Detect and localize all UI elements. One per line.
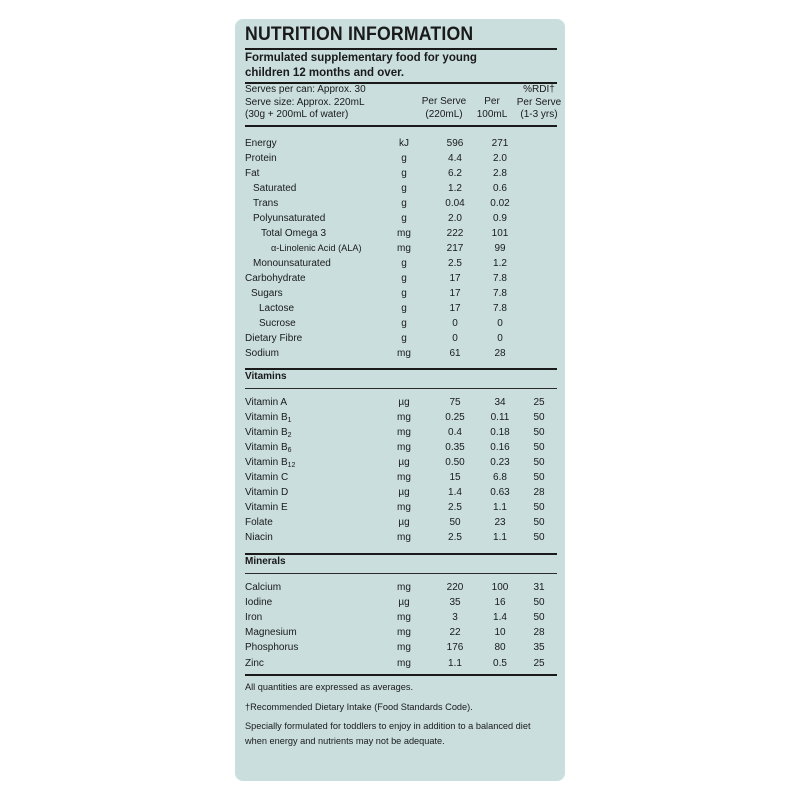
per-100ml-value: 271 (491, 138, 509, 149)
nutrient-name (261, 226, 326, 241)
nutrient-name (245, 395, 287, 410)
unit: g (401, 258, 407, 269)
nutrient-name (245, 346, 279, 361)
rdi-value: 50 (533, 612, 545, 624)
unit: mg (397, 532, 411, 544)
nutrient-name-text: Fat (245, 168, 260, 179)
divider (245, 674, 557, 676)
serves-per-can: Serves per can: Approx. 30 (245, 84, 366, 95)
unit: µg (398, 487, 410, 499)
per-serve-value: 176 (446, 642, 464, 654)
nutrient-name-text: Iodine (245, 597, 273, 609)
nutrient-row (245, 316, 557, 331)
divider (245, 573, 557, 574)
footnote-averages: All quantities are expressed as averages. (245, 682, 414, 692)
rdi-value: 35 (533, 642, 545, 654)
vitamin-row (245, 395, 557, 410)
per-100ml-value: 101 (491, 228, 509, 239)
nutrient-name-text: Vitamin B (245, 457, 288, 469)
column-header-line: Per Serve (516, 96, 562, 108)
per-100ml-value: 0 (497, 318, 503, 329)
per-100ml-value: 0.18 (490, 427, 510, 439)
rdi-value: 25 (533, 397, 545, 408)
per-100ml-value: 0.23 (490, 457, 510, 469)
nutrient-row (245, 271, 557, 286)
divider (245, 388, 557, 389)
per-100ml-value: 0.5 (493, 657, 507, 669)
vitamin-row (245, 485, 557, 500)
per-serve-value: 1.1 (448, 657, 462, 669)
panel-title: NUTRITION INFORMATION (245, 24, 474, 45)
vitamin-row (245, 440, 557, 455)
per-100ml-value: 0.02 (490, 198, 510, 209)
per-serve-value: 0 (452, 333, 458, 344)
divider (245, 125, 557, 127)
nutrient-row (245, 301, 557, 316)
footnote-formulated: Specially formulated for toddlers to enjoy in addition to a balanced diet when energy and nutrients may not be adequate. (245, 721, 531, 746)
nutrient-name (245, 610, 262, 625)
rdi-value: 25 (533, 657, 545, 669)
mineral-row (245, 640, 557, 655)
nutrient-name-text: Monounsaturated (253, 258, 331, 269)
per-serve-value: 3 (452, 612, 458, 624)
nutrient-row (245, 241, 557, 256)
per-serve-value: 0.35 (445, 442, 465, 454)
column-header-rdi (511, 84, 567, 122)
per-100ml-value: 80 (494, 642, 506, 654)
column-header-line: Per Serve (421, 96, 467, 107)
unit: mg (397, 472, 411, 484)
per-serve-value: 50 (449, 517, 461, 529)
nutrient-name (245, 485, 288, 500)
unit: mg (397, 502, 411, 514)
nutrient-name (245, 331, 302, 346)
nutrient-name-text: Magnesium (245, 627, 297, 639)
product-description: Formulated supplementary food for young children 12 months and over. (245, 52, 477, 79)
unit: g (401, 273, 407, 284)
serving-info (245, 84, 405, 122)
nutrient-name (245, 151, 277, 166)
per-100ml-value: 10 (494, 627, 506, 639)
nutrient-name (253, 196, 278, 211)
vitamins-heading: Vitamins (245, 371, 287, 382)
nutrient-name (245, 580, 281, 595)
per-100ml-value: 0.63 (490, 487, 510, 499)
nutrient-name (245, 410, 292, 425)
nutrient-name-text: Folate (245, 517, 273, 529)
per-100ml-value: 6.8 (493, 472, 507, 484)
nutrient-name (245, 166, 259, 181)
vitamin-row (245, 455, 557, 470)
nutrient-name-text: Vitamin D (245, 487, 289, 499)
nutrient-name-text: Vitamin B (245, 442, 288, 454)
nutrient-name-text: Sucrose (259, 318, 296, 329)
rdi-value: 50 (533, 502, 545, 514)
per-serve-value: 0.25 (445, 412, 465, 424)
nutrient-name-text: Sodium (245, 348, 279, 359)
footnote-rdi: †Recommended Dietary Intake (Food Standards Code). (245, 702, 473, 712)
unit: µg (398, 597, 410, 609)
nutrient-name (245, 136, 277, 151)
nutrient-name (253, 181, 296, 196)
divider (245, 48, 557, 50)
nutrient-row (245, 196, 557, 211)
nutrient-name-text: Energy (245, 138, 277, 149)
divider (245, 553, 557, 555)
nutrient-row (245, 211, 557, 226)
per-100ml-value: 7.8 (493, 273, 507, 284)
rdi-value: 50 (533, 517, 545, 529)
nutrient-subscript: 12 (287, 462, 296, 470)
column-header-line: %RDI† (523, 84, 555, 95)
nutrition-panel (235, 19, 565, 781)
per-serve-value: 17 (449, 288, 461, 299)
per-serve-value: 2.0 (448, 213, 462, 224)
nutrient-name-text: Protein (245, 153, 277, 164)
nutrient-row (245, 136, 557, 151)
per-serve-value: 2.5 (448, 502, 462, 514)
per-serve-value: 222 (446, 228, 464, 239)
per-100ml-value: 2.8 (493, 168, 507, 179)
per-100ml-value: 1.1 (493, 532, 507, 544)
vitamin-row (245, 530, 557, 545)
rdi-value: 50 (533, 472, 545, 484)
per-serve-value: 22 (449, 627, 461, 639)
per-100ml-value: 100 (491, 582, 509, 593)
rdi-value: 50 (533, 597, 545, 609)
nutrient-name (245, 470, 288, 485)
nutrient-name-text: Dietary Fibre (245, 333, 303, 344)
per-100ml-value: 34 (494, 397, 506, 408)
nutrient-name (259, 316, 296, 331)
nutrient-name (245, 640, 298, 655)
unit: mg (397, 442, 411, 454)
unit: mg (397, 612, 411, 624)
per-serve-value: 35 (449, 597, 461, 609)
unit: mg (397, 243, 411, 254)
unit: g (401, 168, 407, 179)
nutrient-name-text: Vitamin C (245, 472, 289, 484)
per-100ml-value: 0.16 (490, 442, 510, 454)
nutrient-name (245, 515, 273, 530)
per-100ml-value: 0.6 (493, 183, 507, 194)
nutrient-row (245, 166, 557, 181)
unit: mg (397, 642, 411, 654)
unit: g (401, 198, 407, 209)
per-serve-value: 0.04 (445, 198, 465, 209)
nutrient-name (245, 425, 292, 440)
nutrient-name-text: Niacin (245, 532, 273, 544)
nutrient-row (245, 226, 557, 241)
mineral-row (245, 580, 557, 595)
column-header-line: (220mL) (425, 108, 463, 120)
per-serve-value: 1.4 (448, 487, 462, 499)
unit: µg (398, 457, 410, 469)
nutrient-subscript: 2 (287, 432, 292, 440)
rdi-value: 50 (533, 457, 545, 469)
per-serve-value: 17 (449, 273, 461, 284)
unit: g (401, 303, 407, 314)
nutrient-subscript: 1 (287, 417, 292, 425)
nutrient-row (245, 151, 557, 166)
unit: mg (397, 657, 411, 669)
unit: g (401, 153, 407, 164)
nutrient-name-text: Lactose (259, 303, 295, 314)
per-serve-value: 2.5 (448, 532, 462, 544)
nutrient-row (245, 256, 557, 271)
rdi-value: 28 (533, 487, 545, 499)
per-100ml-value: 99 (494, 243, 506, 254)
nutrient-name (245, 440, 292, 455)
serve-detail: (30g + 200mL of water) (245, 109, 349, 120)
nutrient-name-text: Trans (253, 198, 279, 209)
per-100ml-value: 7.8 (493, 303, 507, 314)
nutrient-row (245, 286, 557, 301)
column-header-line: 100mL (476, 108, 508, 120)
column-header-per-serve (413, 96, 475, 121)
rdi-value: 50 (533, 412, 545, 424)
divider (245, 368, 557, 370)
per-serve-value: 0.4 (448, 427, 462, 439)
nutrient-row (245, 181, 557, 196)
rdi-value: 28 (533, 627, 545, 639)
column-header-per-100ml (469, 96, 515, 121)
per-100ml-value: 2.0 (493, 153, 507, 164)
nutrient-name-text: Sugars (251, 288, 283, 299)
unit: mg (397, 582, 411, 593)
vitamin-row (245, 410, 557, 425)
per-serve-value: 596 (446, 138, 464, 149)
nutrient-name-text: α-Linolenic Acid (ALA) (271, 243, 362, 253)
per-serve-value: 61 (449, 348, 461, 359)
nutrient-name-text: Saturated (253, 183, 297, 194)
per-100ml-value: 16 (494, 597, 506, 609)
nutrient-name (245, 530, 273, 545)
vitamin-row (245, 425, 557, 440)
per-serve-value: 6.2 (448, 168, 462, 179)
mineral-row (245, 595, 557, 610)
nutrient-name-text: Phosphorus (245, 642, 299, 654)
unit: g (401, 213, 407, 224)
unit: mg (397, 348, 411, 359)
nutrient-name-text: Total Omega 3 (261, 228, 327, 239)
unit: g (401, 183, 407, 194)
nutrient-name (245, 656, 264, 671)
per-100ml-value: 0.9 (493, 213, 507, 224)
per-serve-value: 75 (449, 397, 461, 408)
nutrient-name (245, 625, 297, 640)
nutrient-name (253, 256, 331, 271)
per-100ml-value: 0 (497, 333, 503, 344)
nutrient-name (251, 286, 283, 301)
unit: mg (397, 427, 411, 439)
unit: g (401, 288, 407, 299)
per-100ml-value: 1.1 (493, 502, 507, 514)
vitamin-row (245, 515, 557, 530)
nutrient-name-text: Carbohydrate (245, 273, 306, 284)
nutrient-name-text: Vitamin E (245, 502, 288, 514)
per-serve-value: 2.5 (448, 258, 462, 269)
per-serve-value: 4.4 (448, 153, 462, 164)
nutrient-name (245, 455, 295, 470)
per-serve-value: 15 (449, 472, 461, 484)
rdi-value: 50 (533, 532, 545, 544)
unit: g (401, 318, 407, 329)
nutrient-name-text: Iron (245, 612, 263, 624)
nutrient-row (245, 331, 557, 346)
mineral-row (245, 625, 557, 640)
column-header-line: (1-3 yrs) (520, 109, 558, 120)
per-100ml-value: 1.2 (493, 258, 507, 269)
per-serve-value: 220 (446, 582, 464, 593)
per-100ml-value: 0.11 (490, 412, 510, 424)
per-100ml-value: 23 (494, 517, 506, 529)
rdi-value: 50 (533, 427, 545, 439)
per-serve-value: 217 (446, 243, 464, 254)
per-100ml-value: 7.8 (493, 288, 507, 299)
vitamin-row (245, 500, 557, 515)
rdi-value: 31 (533, 582, 545, 593)
nutrient-name-text: Polyunsaturated (253, 213, 326, 224)
nutrient-name (245, 271, 306, 286)
unit: kJ (399, 138, 409, 149)
nutrient-name (259, 301, 294, 316)
per-serve-value: 0.50 (445, 457, 465, 469)
per-serve-value: 17 (449, 303, 461, 314)
per-serve-value: 0 (452, 318, 458, 329)
nutrient-name (245, 595, 272, 610)
vitamin-row (245, 470, 557, 485)
unit: mg (397, 412, 411, 424)
nutrient-name-text: Vitamin B (245, 412, 288, 424)
nutrient-name (253, 211, 325, 226)
mineral-row (245, 656, 557, 671)
per-100ml-value: 1.4 (493, 612, 507, 624)
per-serve-value: 1.2 (448, 183, 462, 194)
per-100ml-value: 28 (494, 348, 506, 359)
serve-size: Serve size: Approx. 220mL (245, 96, 365, 108)
unit: µg (398, 397, 410, 408)
mineral-row (245, 610, 557, 625)
unit: µg (398, 517, 410, 529)
nutrient-name-text: Zinc (245, 657, 264, 669)
rdi-value: 50 (533, 442, 545, 454)
nutrient-name-text: Vitamin A (245, 397, 288, 408)
nutrient-name (245, 500, 288, 515)
nutrient-name (271, 241, 362, 256)
minerals-heading: Minerals (245, 556, 286, 567)
unit: mg (397, 228, 411, 239)
nutrient-name-text: Calcium (245, 582, 282, 593)
nutrient-subscript: 6 (287, 447, 292, 455)
unit: g (401, 333, 407, 344)
nutrient-row (245, 346, 557, 361)
nutrient-name-text: Vitamin B (245, 427, 288, 439)
column-header-line: Per (484, 96, 500, 107)
unit: mg (397, 627, 411, 639)
